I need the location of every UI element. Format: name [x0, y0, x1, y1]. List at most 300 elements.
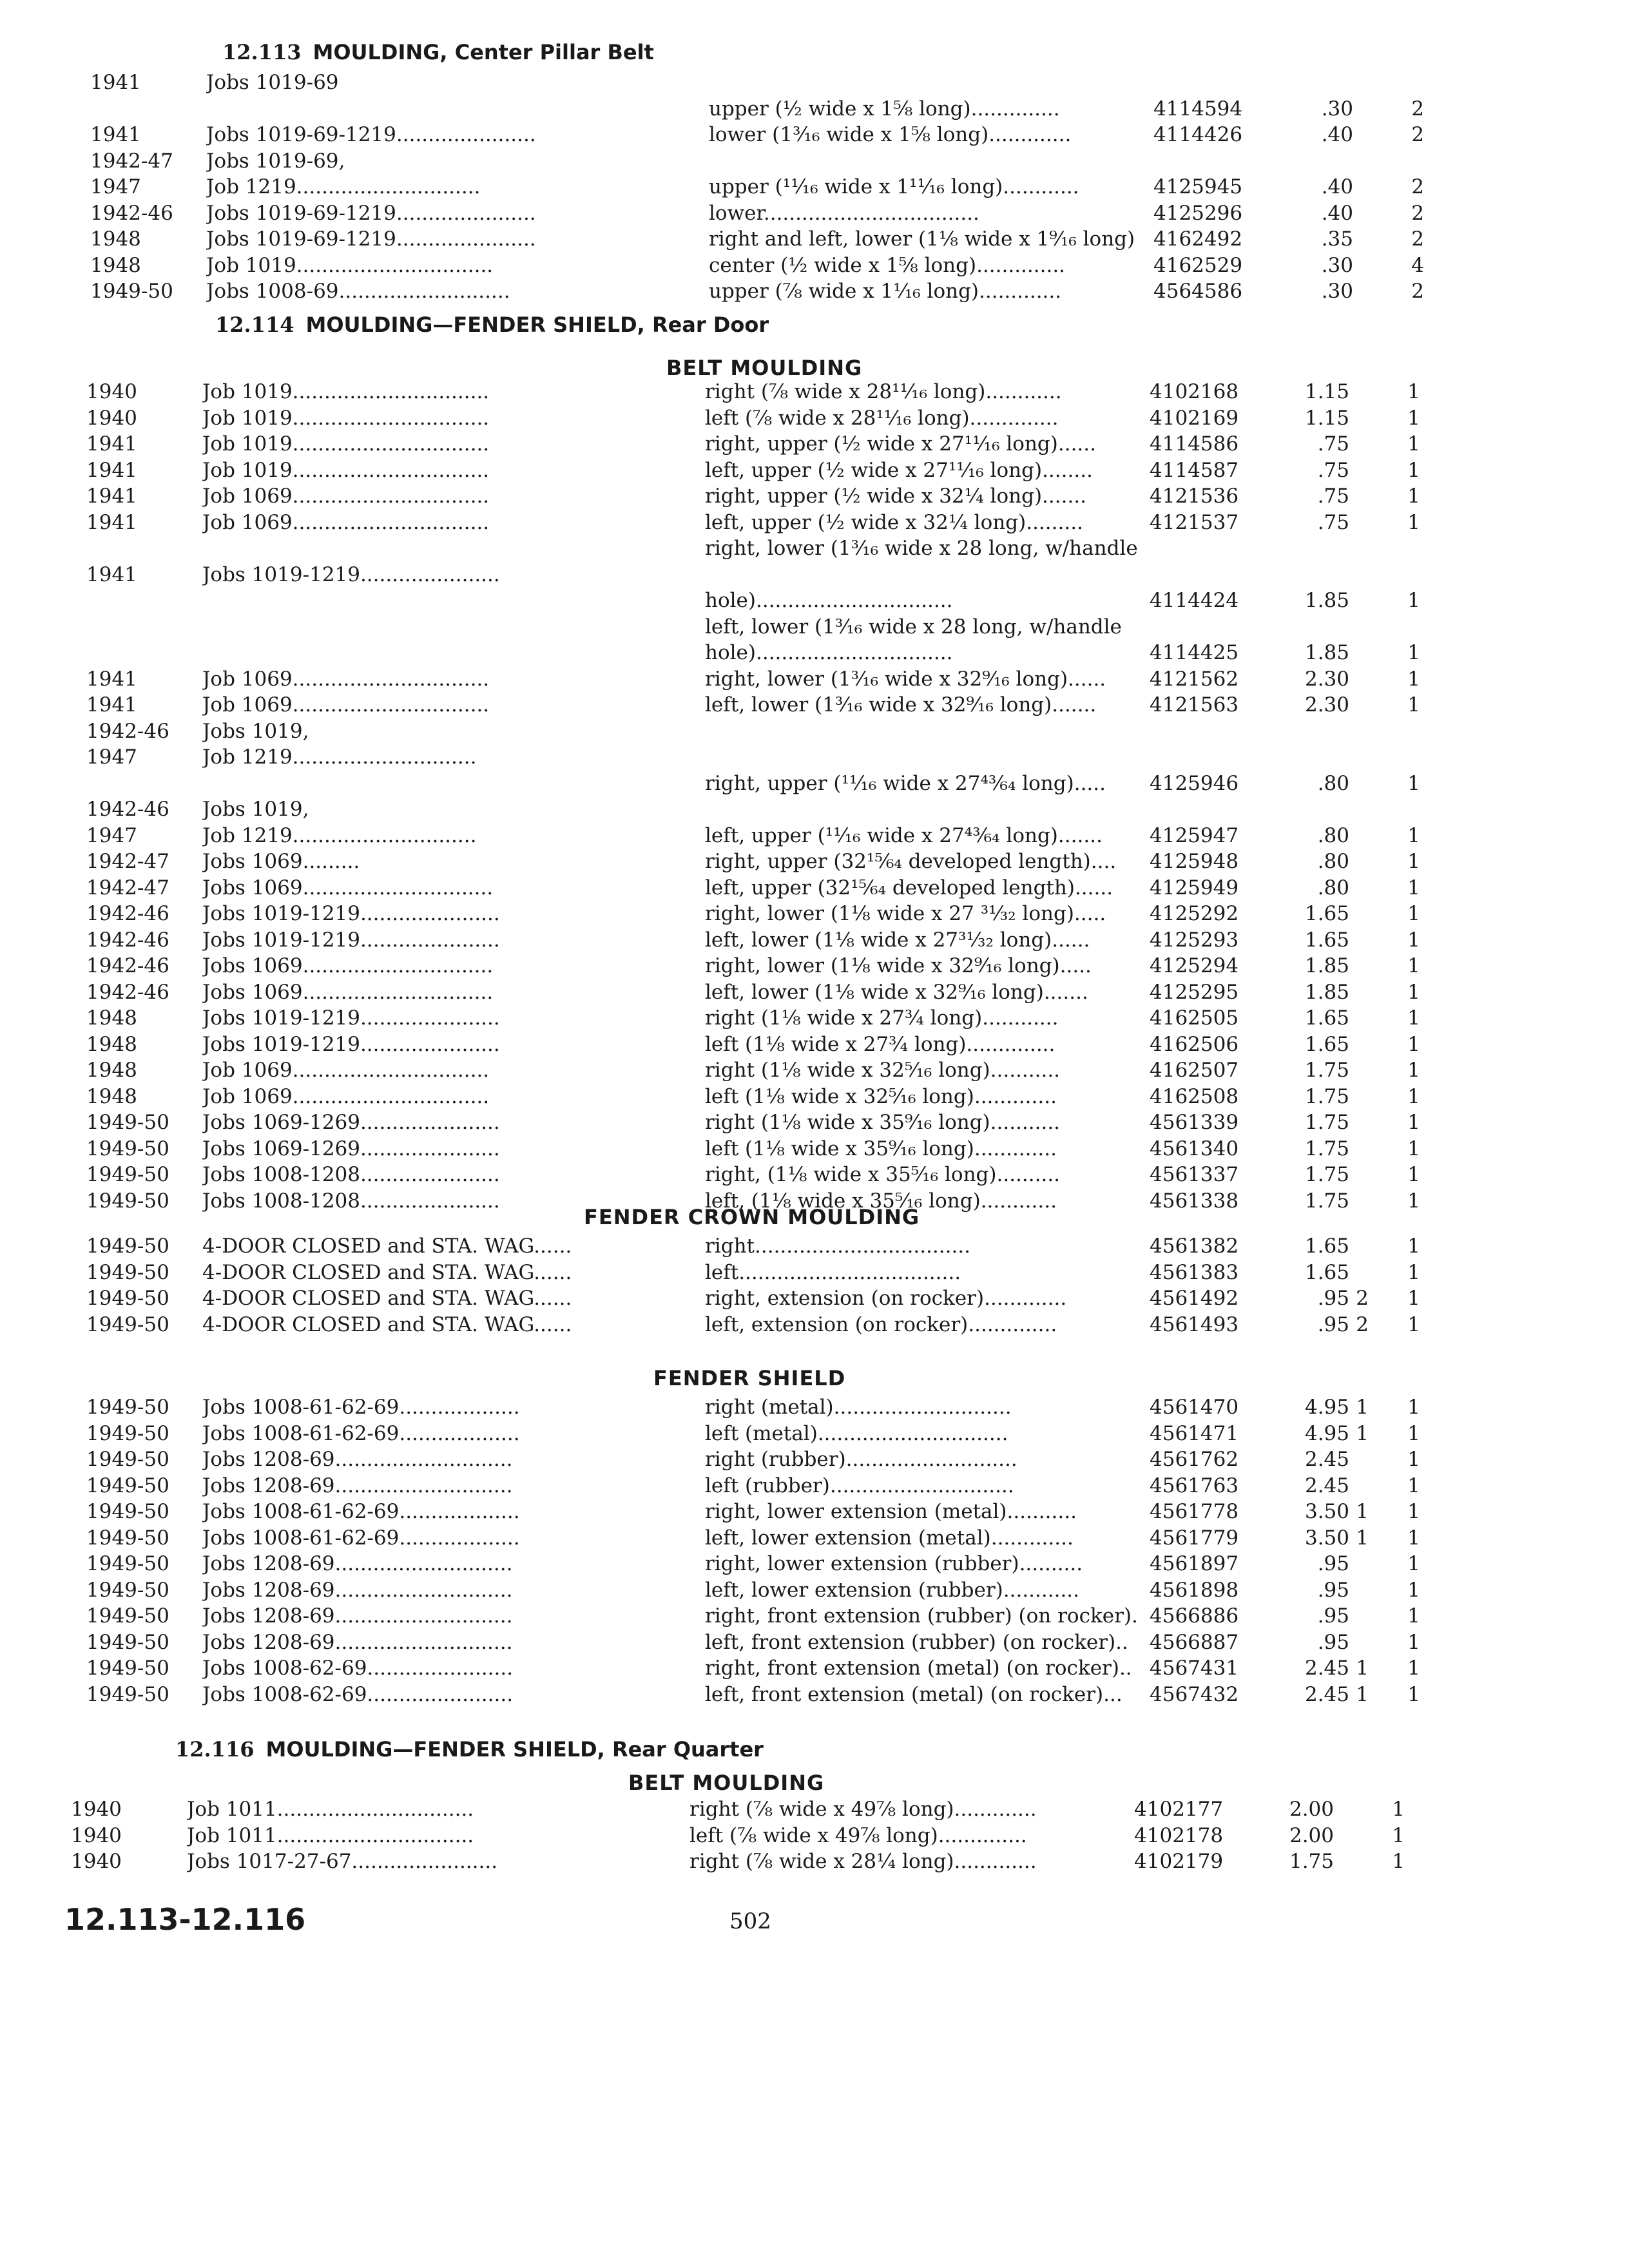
section-title: MOULDING, Center Pillar Belt: [313, 40, 654, 64]
list-price: .80: [1317, 771, 1349, 795]
quantity-per-car: 1: [1407, 1552, 1420, 1575]
quantity-a: 2: [1356, 1287, 1369, 1310]
body-jobs: Job 1069...............................: [202, 693, 490, 716]
model-year: 1941: [86, 693, 137, 716]
quantity-per-car: 1: [1407, 432, 1420, 456]
part-number: 4114587: [1150, 458, 1239, 482]
quantity-per-car: 1: [1407, 1526, 1420, 1550]
body-jobs: 4-DOOR CLOSED and STA. WAG......: [202, 1287, 572, 1310]
parts-row: [0, 483, 1629, 509]
model-year: 1941: [86, 485, 137, 508]
body-jobs: Jobs 1019-69-1219......................: [206, 201, 536, 225]
part-description: right, upper (¹¹⁄₁₆ wide x 27⁴³⁄₆₄ long).....: [705, 771, 1106, 795]
part-number: 4125296: [1153, 201, 1243, 225]
parts-row: [0, 1110, 1629, 1135]
list-price: 1.75: [1304, 1163, 1349, 1186]
body-jobs: Jobs 1019-1219......................: [202, 1032, 500, 1056]
body-jobs: Job 1219.............................: [206, 175, 481, 198]
model-year: 1948: [86, 1006, 137, 1030]
part-description: left, lower (1⅛ wide x 27³¹⁄₃₂ long)......: [705, 928, 1090, 952]
body-jobs: Jobs 1019-1219......................: [202, 562, 500, 586]
part-description: left, front extension (rubber) (on rocker)..: [705, 1630, 1128, 1654]
body-jobs: Jobs 1008-61-62-69...................: [202, 1500, 520, 1523]
quantity-per-car: 1: [1407, 1287, 1420, 1310]
part-number: 4162508: [1150, 1084, 1239, 1108]
parts-row: [0, 1032, 1629, 1057]
model-year: 1941: [86, 432, 137, 456]
part-description: upper (⅞ wide x 1⅟₁₆ long).............: [709, 280, 1062, 303]
parts-row: [0, 226, 1629, 252]
part-number: 4566886: [1150, 1604, 1239, 1628]
model-year: 1941: [86, 458, 137, 482]
part-number: 4561338: [1150, 1189, 1239, 1213]
section-heading: [215, 312, 769, 337]
parts-row: [0, 431, 1629, 457]
body-jobs: Jobs 1208-69............................: [202, 1552, 513, 1575]
list-price: .95: [1317, 1287, 1349, 1310]
parts-row: [0, 1260, 1629, 1285]
parts-row: [0, 200, 1629, 226]
quantity-per-car: 1: [1407, 823, 1420, 847]
part-description: left, lower extension (metal).............: [705, 1526, 1074, 1550]
list-price: .30: [1321, 253, 1353, 277]
part-description: left (⅞ wide x 49⅞ long)..............: [689, 1823, 1027, 1847]
part-number: 4162506: [1150, 1032, 1239, 1056]
part-number: 4121562: [1150, 667, 1239, 691]
section-heading: [175, 1737, 764, 1762]
list-price: 2.00: [1289, 1798, 1334, 1821]
quantity-per-car: 1: [1407, 954, 1420, 977]
parts-row: [0, 979, 1629, 1005]
part-number: 4125294: [1150, 954, 1239, 977]
model-year: 1942-47: [90, 149, 173, 173]
part-number: 4561778: [1150, 1500, 1239, 1523]
part-number: 4561898: [1150, 1578, 1239, 1602]
part-description: left, front extension (metal) (on rocker)...: [705, 1682, 1123, 1706]
part-description: left, lower extension (rubber)............: [705, 1578, 1080, 1602]
subsection-heading: BELT MOULDING: [666, 356, 863, 380]
part-number: 4564586: [1153, 280, 1243, 303]
model-year: 1948: [90, 253, 141, 277]
section-heading: [222, 40, 654, 64]
quantity-per-car: 1: [1407, 902, 1420, 925]
section-title: MOULDING—FENDER SHIELD, Rear Quarter: [265, 1737, 764, 1762]
part-number: 4561763: [1150, 1474, 1239, 1497]
part-number: 4561493: [1150, 1312, 1239, 1336]
quantity-per-car: 1: [1407, 693, 1420, 716]
part-number: 4121536: [1150, 485, 1239, 508]
list-price: 3.50: [1304, 1526, 1349, 1550]
list-price: 1.65: [1304, 1260, 1349, 1284]
part-description: left, upper (32¹⁵⁄₆₄ developed length)......: [705, 876, 1113, 899]
parts-row: [0, 535, 1629, 561]
model-year: 1949-50: [86, 1137, 169, 1160]
body-jobs: Jobs 1019-69-1219......................: [206, 123, 536, 146]
list-price: 2.45: [1304, 1682, 1349, 1706]
list-price: 1.75: [1304, 1189, 1349, 1213]
parts-row: [0, 1005, 1629, 1031]
list-price: 3.50: [1304, 1500, 1349, 1523]
body-jobs: 4-DOOR CLOSED and STA. WAG......: [202, 1260, 572, 1284]
part-description: left, lower (1³⁄₁₆ wide x 32⁹⁄₁₆ long).......: [705, 693, 1097, 716]
model-year: 1942-46: [86, 954, 169, 977]
part-number: 4162529: [1153, 253, 1243, 277]
part-number: 4121537: [1150, 510, 1239, 534]
model-year: 1949-50: [86, 1260, 169, 1284]
quantity-per-car: 1: [1407, 1032, 1420, 1056]
body-jobs: Jobs 1069..............................: [202, 876, 494, 899]
list-price: .95: [1317, 1578, 1349, 1602]
parts-row: [0, 692, 1629, 718]
list-price: 2.45: [1304, 1448, 1349, 1471]
parts-row: [0, 744, 1629, 770]
quantity-per-car: 1: [1392, 1798, 1405, 1821]
quantity-per-car: 1: [1407, 1137, 1420, 1160]
part-number: 4102179: [1134, 1850, 1224, 1873]
list-price: 1.75: [1304, 1137, 1349, 1160]
quantity-per-car: 2: [1411, 123, 1424, 146]
body-jobs: Job 1069...............................: [202, 510, 490, 534]
body-jobs: Job 1069...............................: [202, 1059, 490, 1082]
quantity-a: 1: [1356, 1421, 1369, 1445]
part-description: right, lower extension (rubber)..........: [705, 1552, 1083, 1575]
list-price: 1.65: [1304, 1235, 1349, 1258]
model-year: 1940: [71, 1823, 122, 1847]
part-number: 4102178: [1134, 1823, 1224, 1847]
list-price: 1.15: [1304, 406, 1349, 430]
part-description: right, upper (32¹⁵⁄₆₄ developed length)....: [705, 850, 1117, 873]
part-description: right, lower (1⅛ wide x 27 ³¹⁄₃₂ long).....: [705, 902, 1106, 925]
list-price: 2.30: [1304, 667, 1349, 691]
list-price: 1.85: [1304, 980, 1349, 1004]
list-price: 1.65: [1304, 902, 1349, 925]
body-jobs: Jobs 1019-1219......................: [202, 902, 500, 925]
section-number: 12.113: [222, 40, 302, 64]
part-number: 4114426: [1153, 123, 1243, 146]
body-jobs: Jobs 1019-69: [206, 71, 339, 94]
quantity-per-car: 1: [1407, 1312, 1420, 1336]
part-number: 4121563: [1150, 693, 1239, 716]
model-year: 1942-47: [86, 850, 169, 873]
model-year: 1947: [90, 175, 141, 198]
body-jobs: Jobs 1208-69............................: [202, 1630, 513, 1654]
parts-row: [0, 1796, 1629, 1822]
page-number: 502: [729, 1908, 771, 1934]
model-year: 1942-46: [86, 902, 169, 925]
part-number: 4102169: [1150, 406, 1239, 430]
list-price: 1.75: [1304, 1059, 1349, 1082]
list-price: .80: [1317, 850, 1349, 873]
part-description: left (1⅛ wide x 35⁹⁄₁₆ long).............: [705, 1137, 1057, 1160]
body-jobs: Jobs 1008-61-62-69...................: [202, 1526, 520, 1550]
parts-row: [0, 927, 1629, 953]
parts-row: [0, 1823, 1629, 1849]
body-jobs: Job 1219.............................: [202, 823, 477, 847]
part-number: 4125293: [1150, 928, 1239, 952]
part-number: 4114586: [1150, 432, 1239, 456]
model-year: 1948: [86, 1032, 137, 1056]
model-year: 1949-50: [86, 1235, 169, 1258]
parts-row: [0, 148, 1629, 174]
quantity-per-car: 1: [1407, 1059, 1420, 1082]
quantity-per-car: 1: [1407, 1111, 1420, 1134]
list-price: 1.85: [1304, 589, 1349, 612]
list-price: 1.85: [1304, 954, 1349, 977]
body-jobs: Jobs 1069..............................: [202, 954, 494, 977]
list-price: 4.95: [1304, 1396, 1349, 1419]
part-number: 4114425: [1150, 641, 1239, 664]
quantity-per-car: 1: [1407, 928, 1420, 952]
part-description: right (⅞ wide x 49⅞ long).............: [689, 1798, 1037, 1821]
body-jobs: Job 1011...............................: [187, 1798, 474, 1821]
model-year: 1942-47: [86, 876, 169, 899]
list-price: 2.45: [1304, 1474, 1349, 1497]
quantity-per-car: 1: [1407, 1235, 1420, 1258]
parts-row: [0, 666, 1629, 692]
parts-row: [0, 875, 1629, 901]
body-jobs: Job 1069...............................: [202, 667, 490, 691]
model-year: 1949-50: [86, 1526, 169, 1550]
model-year: 1949-50: [86, 1578, 169, 1602]
parts-row: [0, 1421, 1629, 1446]
body-jobs: Jobs 1008-61-62-69...................: [202, 1396, 520, 1419]
parts-row: [0, 96, 1629, 122]
part-description: right..................................: [705, 1235, 971, 1258]
list-price: 1.65: [1304, 1006, 1349, 1030]
quantity-per-car: 1: [1407, 1682, 1420, 1706]
body-jobs: 4-DOOR CLOSED and STA. WAG......: [202, 1235, 572, 1258]
model-year: 1949-50: [86, 1500, 169, 1523]
part-description: hole)...............................: [705, 589, 953, 612]
part-description: right and left, lower (1⅛ wide x 1⁹⁄₁₆ long): [709, 227, 1135, 251]
list-price: .40: [1321, 201, 1353, 225]
model-year: 1949-50: [86, 1111, 169, 1134]
part-number: 4162505: [1150, 1006, 1239, 1030]
quantity-per-car: 1: [1407, 589, 1420, 612]
body-jobs: Jobs 1019-1219......................: [202, 1006, 500, 1030]
parts-row: [0, 718, 1629, 744]
parts-row: [0, 1285, 1629, 1311]
part-number: 4162507: [1150, 1059, 1239, 1082]
body-jobs: Jobs 1008-62-69.......................: [202, 1682, 514, 1706]
list-price: 2.45: [1304, 1657, 1349, 1680]
subsection-heading: BELT MOULDING: [628, 1771, 825, 1795]
parts-row: [0, 562, 1629, 588]
list-price: .95: [1317, 1552, 1349, 1575]
body-jobs: Jobs 1069-1269......................: [202, 1137, 500, 1160]
parts-row: [0, 70, 1629, 95]
part-description: lower (1³⁄₁₆ wide x 1⅝ long).............: [709, 123, 1072, 146]
parts-row: [0, 379, 1629, 405]
body-jobs: Job 1019...............................: [202, 432, 490, 456]
part-description: upper (¹¹⁄₁₆ wide x 1¹¹⁄₁₆ long)............: [709, 175, 1079, 198]
part-description: right (1⅛ wide x 35⁹⁄₁₆ long)...........: [705, 1111, 1061, 1134]
body-jobs: Jobs 1069-1269......................: [202, 1111, 500, 1134]
body-jobs: Jobs 1069.........: [202, 850, 360, 873]
quantity-per-car: 1: [1407, 771, 1420, 795]
body-jobs: Jobs 1019,: [202, 719, 309, 743]
list-price: .40: [1321, 123, 1353, 146]
quantity-per-car: 1: [1407, 1448, 1420, 1471]
part-number: 4561897: [1150, 1552, 1239, 1575]
quantity-per-car: 1: [1407, 406, 1420, 430]
quantity-per-car: 1: [1407, 850, 1420, 873]
parts-row: [0, 457, 1629, 483]
model-year: 1949-50: [86, 1312, 169, 1336]
body-jobs: Job 1019...............................: [202, 380, 490, 403]
parts-row: [0, 253, 1629, 278]
part-number: 4561779: [1150, 1526, 1239, 1550]
model-year: 1941: [90, 71, 141, 94]
part-description: right (⅞ wide x 28¹¹⁄₁₆ long)............: [705, 380, 1062, 403]
parts-row: [0, 1233, 1629, 1259]
parts-row: [0, 1084, 1629, 1110]
parts-row: [0, 1499, 1629, 1524]
model-year: 1941: [86, 510, 137, 534]
list-price: .40: [1321, 175, 1353, 198]
part-description: right, lower (1³⁄₁₆ wide x 32⁹⁄₁₆ long)......: [705, 667, 1106, 691]
model-year: 1949-50: [86, 1189, 169, 1213]
quantity-a: 1: [1356, 1657, 1369, 1680]
quantity-per-car: 1: [1407, 876, 1420, 899]
body-jobs: Job 1011...............................: [187, 1823, 474, 1847]
model-year: 1949-50: [86, 1604, 169, 1628]
model-year: 1949-50: [86, 1421, 169, 1445]
list-price: .75: [1317, 510, 1349, 534]
part-description: right, front extension (rubber) (on rocker).: [705, 1604, 1138, 1628]
quantity-a: 1: [1356, 1526, 1369, 1550]
part-description: left (1⅛ wide x 32⁵⁄₁₆ long).............: [705, 1084, 1057, 1108]
part-description: right, extension (on rocker).............: [705, 1287, 1067, 1310]
list-price: 1.65: [1304, 928, 1349, 952]
model-year: 1941: [90, 123, 141, 146]
quantity-per-car: 1: [1407, 1500, 1420, 1523]
part-description: left, (1⅛ wide x 35⁵⁄₁₆ long)............: [705, 1189, 1057, 1213]
list-price: .35: [1321, 227, 1353, 251]
part-number: 4162492: [1153, 227, 1243, 251]
part-description: right, front extension (metal) (on rocker)..: [705, 1657, 1132, 1680]
parts-row: [0, 1162, 1629, 1187]
parts-row: [0, 640, 1629, 666]
parts-row: [0, 122, 1629, 148]
model-year: 1947: [86, 823, 137, 847]
list-price: 1.65: [1304, 1032, 1349, 1056]
part-description: right (⅞ wide x 28¼ long).............: [689, 1850, 1037, 1873]
model-year: 1940: [86, 380, 137, 403]
quantity-per-car: 1: [1392, 1850, 1405, 1873]
part-description: right (metal)............................: [705, 1396, 1012, 1419]
body-jobs: Jobs 1008-69...........................: [206, 280, 510, 303]
part-number: 4561337: [1150, 1163, 1239, 1186]
body-jobs: Jobs 1008-62-69.......................: [202, 1657, 514, 1680]
model-year: 1949-50: [90, 280, 173, 303]
body-jobs: Job 1019...............................: [202, 458, 490, 482]
part-description: right, lower (1³⁄₁₆ wide x 28 long, w/handle: [705, 537, 1138, 560]
parts-row: [0, 405, 1629, 431]
list-price: .95: [1317, 1630, 1349, 1654]
body-jobs: Job 1069...............................: [202, 485, 490, 508]
model-year: 1949-50: [86, 1396, 169, 1419]
part-number: 4561492: [1150, 1287, 1239, 1310]
list-price: 1.75: [1289, 1850, 1334, 1873]
body-jobs: Jobs 1017-27-67.......................: [187, 1850, 498, 1873]
model-year: 1949-50: [86, 1682, 169, 1706]
body-jobs: Job 1019...............................: [202, 406, 490, 430]
part-description: left, lower (1³⁄₁₆ wide x 28 long, w/handle: [705, 615, 1122, 639]
body-jobs: Job 1069...............................: [202, 1084, 490, 1108]
list-price: 2.30: [1304, 693, 1349, 716]
quantity-per-car: 1: [1407, 510, 1420, 534]
model-year: 1940: [86, 406, 137, 430]
parts-row: [0, 823, 1629, 849]
part-number: 4566887: [1150, 1630, 1239, 1654]
model-year: 1941: [86, 562, 137, 586]
parts-row: [0, 1577, 1629, 1603]
quantity-per-car: 2: [1411, 175, 1424, 198]
quantity-per-car: 1: [1407, 1396, 1420, 1419]
part-number: 4567432: [1150, 1682, 1239, 1706]
parts-row: [0, 796, 1629, 822]
list-price: .30: [1321, 97, 1353, 120]
body-jobs: Jobs 1208-69............................: [202, 1448, 513, 1471]
part-number: 4114594: [1153, 97, 1243, 120]
body-jobs: Jobs 1019-69,: [206, 149, 345, 173]
quantity-per-car: 1: [1407, 458, 1420, 482]
body-jobs: Jobs 1008-1208......................: [202, 1189, 500, 1213]
part-description: left, upper (½ wide x 27¹¹⁄₁₆ long)........: [705, 458, 1093, 482]
model-year: 1948: [86, 1084, 137, 1108]
part-number: 4125948: [1150, 850, 1239, 873]
part-number: 4102177: [1134, 1798, 1224, 1821]
parts-row: [0, 614, 1629, 640]
body-jobs: Jobs 1019-69-1219......................: [206, 227, 536, 251]
parts-row: [0, 1603, 1629, 1629]
model-year: 1942-46: [90, 201, 173, 225]
section-number: 12.116: [175, 1737, 255, 1762]
list-price: .75: [1317, 432, 1349, 456]
quantity-per-car: 4: [1411, 253, 1424, 277]
part-number: 4561340: [1150, 1137, 1239, 1160]
list-price: .95: [1317, 1604, 1349, 1628]
quantity-per-car: 1: [1407, 1421, 1420, 1445]
part-number: 4125947: [1150, 823, 1239, 847]
part-number: 4114424: [1150, 589, 1239, 612]
parts-row: [0, 1849, 1629, 1874]
quantity-per-car: 1: [1407, 1657, 1420, 1680]
quantity-per-car: 1: [1407, 1084, 1420, 1108]
quantity-a: 2: [1356, 1312, 1369, 1336]
model-year: 1942-46: [86, 928, 169, 952]
part-description: center (½ wide x 1⅝ long)..............: [709, 253, 1066, 277]
body-jobs: Jobs 1019-1219......................: [202, 928, 500, 952]
part-description: right, lower (1⅛ wide x 32⁹⁄₁₆ long).....: [705, 954, 1092, 977]
list-price: 1.85: [1304, 641, 1349, 664]
quantity-per-car: 1: [1407, 1578, 1420, 1602]
model-year: 1949-50: [86, 1448, 169, 1471]
part-description: left, extension (on rocker)..............: [705, 1312, 1057, 1336]
quantity-a: 1: [1356, 1396, 1369, 1419]
quantity-per-car: 1: [1407, 485, 1420, 508]
list-price: .80: [1317, 823, 1349, 847]
part-description: right, lower extension (metal)...........: [705, 1500, 1077, 1523]
quantity-per-car: 1: [1407, 1630, 1420, 1654]
body-jobs: 4-DOOR CLOSED and STA. WAG......: [202, 1312, 572, 1336]
section-title: MOULDING—FENDER SHIELD, Rear Door: [305, 312, 769, 337]
quantity-per-car: 2: [1411, 201, 1424, 225]
parts-row: [0, 1136, 1629, 1162]
quantity-per-car: 1: [1407, 380, 1420, 403]
quantity-per-car: 2: [1411, 97, 1424, 120]
